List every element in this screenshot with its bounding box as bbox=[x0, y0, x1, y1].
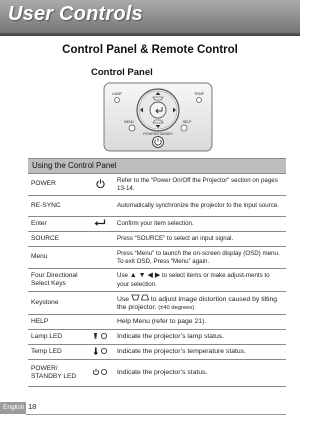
lamp-led-icon bbox=[92, 332, 108, 340]
power-led-icon bbox=[92, 368, 108, 376]
row-name: Temp LED bbox=[28, 345, 86, 360]
row-name: POWER bbox=[28, 174, 86, 196]
panel-label-lamp: LAMP bbox=[112, 92, 122, 96]
table-row bbox=[28, 292, 286, 315]
footer-divider bbox=[26, 414, 286, 415]
row-desc: Press “Menu” to launch the on-screen display (OSD) menu. To exit OSD, Press “Menu” again. bbox=[114, 247, 286, 269]
table-row bbox=[28, 345, 286, 360]
row-desc: to select items or make adjust-ments to your selection. bbox=[117, 271, 270, 288]
row-name: Four Directional Select Keys bbox=[28, 269, 86, 292]
row-desc-extra: (±40 degrees) bbox=[158, 305, 195, 311]
row-name: POWER/ STANDBY LED bbox=[28, 360, 86, 387]
row-desc: Indicate the projector’s temperature status. bbox=[114, 345, 286, 360]
row-desc: Press “SOURCE” to select an input signal. bbox=[114, 232, 286, 247]
row-name: Lamp LED bbox=[28, 330, 86, 345]
row-name: Menu bbox=[28, 247, 86, 269]
table-row bbox=[28, 232, 286, 247]
direction-arrows-icon: ▲ ▼ ◀ ▶ bbox=[129, 271, 161, 279]
table-row bbox=[28, 315, 286, 330]
footer-language: English bbox=[3, 403, 25, 411]
row-name: Enter bbox=[28, 217, 86, 232]
row-name: RE-SYNC bbox=[28, 196, 86, 217]
row-desc: Refer to the “Power On/Off the Projector” section on pages 13-14. bbox=[114, 174, 286, 196]
row-desc: Automatically synchronize the projector to the input source. bbox=[114, 196, 286, 217]
row-desc-prefix: Use bbox=[117, 271, 129, 279]
row-desc: Indicate the projector’s lamp status. bbox=[114, 330, 286, 345]
table-row bbox=[28, 330, 286, 345]
row-desc: Indicate the projector’s status. bbox=[114, 360, 286, 387]
row-name: SOURCE bbox=[28, 232, 86, 247]
table-row bbox=[28, 247, 286, 269]
power-icon bbox=[96, 179, 105, 188]
table-row bbox=[28, 174, 286, 196]
table-row bbox=[28, 217, 286, 232]
sub-title: Control Panel bbox=[91, 67, 153, 78]
row-name: HELP bbox=[28, 315, 86, 330]
control-panel-table bbox=[28, 158, 286, 387]
table-heading-row bbox=[28, 159, 286, 174]
panel-label-help: HELP bbox=[182, 120, 192, 124]
enter-arrow-icon bbox=[94, 219, 106, 227]
row-desc: Help Menu (refer to page 21). bbox=[114, 315, 286, 330]
page-header-title: User Controls bbox=[8, 3, 143, 25]
page-number: 18 bbox=[28, 402, 37, 411]
row-name: Keystone bbox=[28, 292, 86, 315]
panel-label-menu: MENU bbox=[124, 120, 134, 124]
panel-label-power: POWER/STANDBY bbox=[143, 132, 173, 136]
temp-led-icon bbox=[92, 347, 108, 355]
keystone-icon bbox=[131, 294, 149, 301]
table-heading: Using the Control Panel bbox=[28, 159, 286, 174]
table-row bbox=[28, 269, 286, 292]
row-desc-prefix: Use bbox=[117, 295, 130, 303]
row-desc: Confirm your item selection. bbox=[114, 217, 286, 232]
row-desc: to adjust image distortion caused by tilting the projector. bbox=[117, 295, 278, 311]
table-row bbox=[28, 360, 286, 387]
control-panel-illustration bbox=[103, 82, 213, 152]
section-title: Control Panel & Remote Control bbox=[62, 44, 238, 56]
table-row bbox=[28, 196, 286, 217]
panel-label-temp: TEMP bbox=[194, 92, 204, 96]
